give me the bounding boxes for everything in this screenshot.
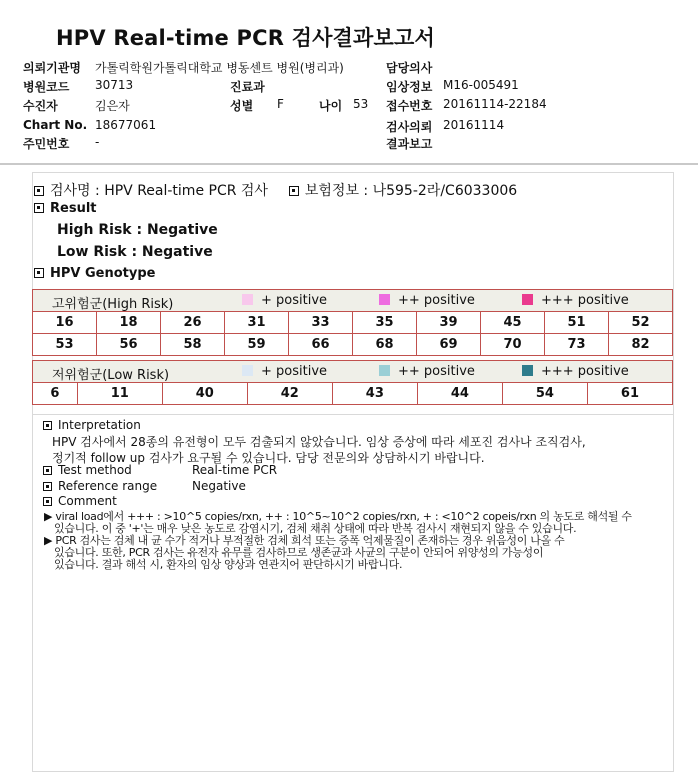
- hospital-code-value: 30713: [95, 78, 134, 92]
- clinical-info-label: 임상정보: [386, 80, 433, 94]
- genotype-cell: 69: [417, 334, 481, 356]
- legend-swatch-dark-teal: [522, 365, 533, 376]
- legend-plus-plus: ++ positive: [379, 293, 475, 308]
- physician-label: 담당의사: [386, 61, 433, 75]
- exam-name-value: HPV Real-time PCR 검사: [104, 183, 268, 199]
- genotype-cell: 45: [481, 312, 545, 334]
- request-date-label: 검사의뢰: [386, 120, 433, 134]
- report-date-label: 결과보고: [386, 137, 433, 151]
- bullet-square-icon: [34, 268, 44, 278]
- genotype-cell: 51: [545, 312, 609, 334]
- chart-number-value: 18677061: [95, 118, 157, 132]
- legend-plus-plus: ++ positive: [379, 364, 475, 379]
- insurance-label: 보험정보 :: [304, 183, 369, 199]
- genotype-heading: HPV Genotype: [34, 266, 155, 281]
- low-risk-genotype-table: [32, 360, 673, 405]
- sex-label: 성별: [230, 99, 254, 113]
- receipt-number-value: 20161114-22184: [443, 97, 547, 111]
- hospital-code-label: 병원코드: [23, 80, 70, 94]
- insurance-value: 나595-2라/C6033006: [372, 183, 518, 199]
- legend-plus-plus-plus: +++ positive: [522, 364, 629, 379]
- interpretation-line-2: 정기적 follow up 검사가 요구될 수 있습니다. 담당 전문의와 상담하시기 바랍니다.: [52, 451, 485, 465]
- genotype-cell: 18: [97, 312, 161, 334]
- genotype-cell: 42: [247, 383, 332, 405]
- department-label: 진료과: [230, 80, 265, 94]
- genotype-cell: 66: [289, 334, 353, 356]
- institution-label: 의뢰기관명: [23, 61, 81, 75]
- patient-value: 김은자: [95, 99, 130, 113]
- genotype-cell: 54: [502, 383, 587, 405]
- genotype-cell: 43: [332, 383, 417, 405]
- high-risk-result: High Risk : Negative: [57, 222, 218, 238]
- request-date-value: 20161114: [443, 118, 505, 132]
- genotype-cell: 33: [289, 312, 353, 334]
- comment-line-3: ▶ PCR 검사는 검체 내 균 수가 적거나 부적절한 검체 희석 또는 증폭 억제물질이 존재하는 경우 위음성이 나올 수: [44, 534, 565, 547]
- genotype-cell: 56: [97, 334, 161, 356]
- chart-number-label: Chart No.: [23, 118, 88, 132]
- table-row: [33, 383, 673, 405]
- comment-line-2: 있습니다. 이 중 '+'는 매우 낮은 농도로 감염시기, 검체 채취 상태에 따라 반복 검사시 재현되지 않을 수 있습니다.: [54, 522, 577, 535]
- genotype-cell: 73: [545, 334, 609, 356]
- genotype-cell: 59: [225, 334, 289, 356]
- genotype-cell: 26: [161, 312, 225, 334]
- high-risk-label: 고위험군(High Risk): [52, 297, 174, 312]
- bullet-square-icon: [34, 186, 44, 196]
- comment-line-5: 있습니다. 결과 해석 시, 환자의 임상 양상과 연관지어 판단하시기 바랍니다.: [54, 558, 403, 571]
- genotype-cell: 31: [225, 312, 289, 334]
- test-method-label: Test method: [43, 463, 132, 477]
- table-row: [33, 334, 673, 356]
- legend-swatch-teal: [379, 365, 390, 376]
- legend-swatch-pink: [379, 294, 390, 305]
- legend-swatch-light-blue: [242, 365, 253, 376]
- high-risk-header: [33, 290, 673, 312]
- genotype-cell: 53: [33, 334, 97, 356]
- clinical-info-value: M16-005491: [443, 78, 519, 92]
- high-risk-genotype-table: [32, 289, 673, 356]
- reference-range-value: Negative: [192, 479, 246, 493]
- bullet-square-icon: [43, 466, 52, 475]
- genotype-cell: 70: [481, 334, 545, 356]
- low-risk-header: [33, 361, 673, 383]
- institution-value: 가톨릭학원가톨릭대학교 병동센트 병원(병리과): [95, 61, 344, 75]
- genotype-cell: 35: [353, 312, 417, 334]
- low-risk-result: Low Risk : Negative: [57, 244, 213, 260]
- genotype-cell: 44: [417, 383, 502, 405]
- bullet-square-icon: [43, 482, 52, 491]
- header-divider: [0, 163, 698, 165]
- genotype-cell: 16: [33, 312, 97, 334]
- legend-plus-plus-plus: +++ positive: [522, 293, 629, 308]
- report-title: HPV Real-time PCR 검사결과보고서: [56, 26, 435, 50]
- bullet-square-icon: [43, 497, 52, 506]
- interpretation-line-1: HPV 검사에서 28종의 유전형이 모두 검출되지 않았습니다. 임상 증상에 따라 세포진 검사나 조직검사,: [52, 435, 586, 449]
- legend-plus: + positive: [242, 293, 327, 308]
- comment-line-1: ▶ viral load에서 +++ : >10^5 copies/rxn, ++ : 10^5~10^2 copies/rxn, + : <10^2 copeis/rxn 의 농도로 해석될 수: [44, 510, 632, 523]
- age-value: 53: [353, 97, 369, 111]
- bullet-square-icon: [289, 186, 299, 196]
- comment-line-4: 있습니다. 또한, PCR 검사는 유전자 유무를 검사하므로 생존균과 사균의 구분이 안되어 위양성의 가능성이: [54, 546, 544, 559]
- receipt-number-label: 접수번호: [386, 99, 433, 113]
- test-method-value: Real-time PCR: [192, 463, 278, 477]
- result-heading: Result: [34, 201, 97, 216]
- resident-number-value: -: [95, 135, 100, 149]
- patient-label: 수진자: [23, 99, 58, 113]
- bullet-square-icon: [34, 203, 44, 213]
- age-label: 나이: [319, 99, 343, 113]
- exam-name-label: 검사명 :: [50, 183, 100, 199]
- exam-line: [34, 180, 517, 200]
- legend-plus: + positive: [242, 364, 327, 379]
- table-row: [33, 312, 673, 334]
- reference-range-label: Reference range: [43, 479, 157, 493]
- genotype-cell: 40: [162, 383, 247, 405]
- comment-label: Comment: [43, 494, 117, 508]
- genotype-cell: 82: [609, 334, 673, 356]
- genotype-cell: 6: [33, 383, 78, 405]
- genotype-cell: 52: [609, 312, 673, 334]
- low-risk-label: 저위험군(Low Risk): [52, 368, 170, 383]
- sex-value: F: [277, 97, 284, 111]
- genotype-cell: 39: [417, 312, 481, 334]
- bullet-square-icon: [43, 421, 52, 430]
- genotype-cell: 68: [353, 334, 417, 356]
- resident-number-label: 주민번호: [23, 137, 70, 151]
- genotype-cell: 58: [161, 334, 225, 356]
- legend-swatch-magenta: [522, 294, 533, 305]
- genotype-cell: 11: [77, 383, 162, 405]
- interpretation-heading: Interpretation: [43, 418, 141, 432]
- genotype-cell: 61: [587, 383, 672, 405]
- legend-swatch-light-pink: [242, 294, 253, 305]
